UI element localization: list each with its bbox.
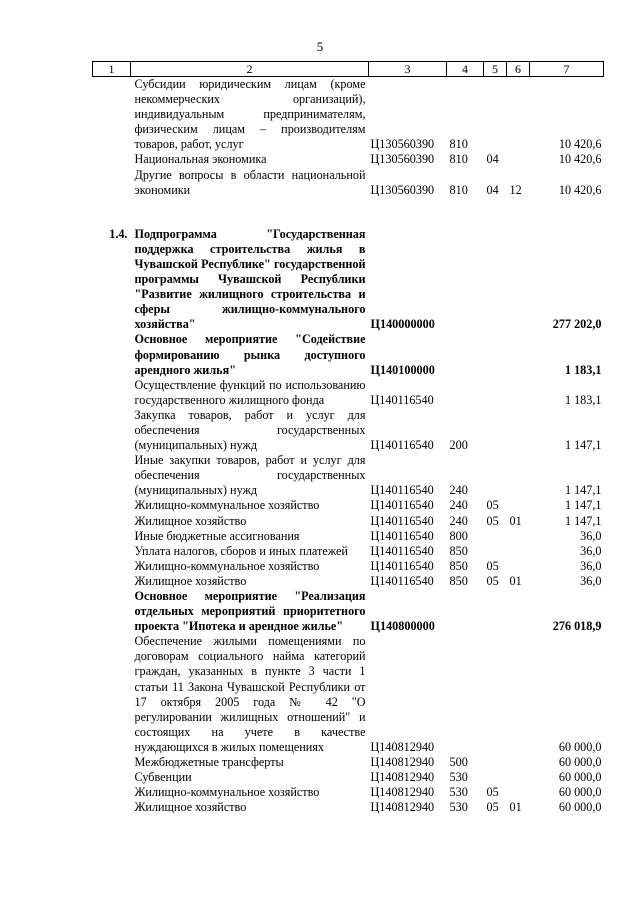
header-row: [93, 62, 604, 77]
section-code: [484, 227, 507, 333]
item-name: Межбюджетные трансферты: [134, 755, 284, 770]
target-code: Ц130560390: [370, 137, 435, 152]
table-row: [93, 529, 604, 544]
row-number: [93, 770, 131, 785]
table-row: [93, 498, 604, 513]
section-code: 05: [486, 785, 499, 800]
row-number: [93, 152, 131, 167]
item-name: Иные закупки товаров, работ и услуг для обеспечения государственных (муниципальных) нужд: [134, 453, 366, 498]
item-name: Закупка товаров, работ и услуг для обеспечения государственных (муниципальных) нужд: [134, 407, 366, 453]
subsection-code: [507, 755, 530, 770]
item-name: Жилищное хозяйство: [134, 800, 247, 815]
amount: 1 183,1: [564, 392, 602, 407]
expense-type-code: 240: [449, 513, 468, 528]
table-row: [93, 574, 604, 589]
target-code: Ц140116540: [370, 573, 434, 588]
amount: 60 000,0: [558, 785, 602, 800]
table-row: [93, 770, 604, 785]
expense-type-code: 530: [449, 770, 468, 785]
item-name: Субвенции: [134, 770, 192, 785]
target-code: Ц140116540: [370, 558, 434, 573]
row-number: [93, 77, 131, 153]
table-row: [93, 785, 604, 800]
expense-type-code: [447, 227, 484, 333]
section-code: [484, 378, 507, 408]
item-name: Жилищно-коммунальное хозяйство: [134, 785, 320, 800]
amount: 60 000,0: [558, 755, 602, 770]
row-number: [93, 168, 131, 198]
header-cell: 7: [530, 62, 604, 77]
expense-type-code: 850: [449, 558, 468, 573]
expense-type-code: [447, 332, 484, 377]
amount: 36,0: [580, 528, 602, 543]
expense-type-code: 810: [449, 137, 468, 152]
amount: 1 147,1: [564, 513, 602, 528]
subsection-code: [507, 408, 530, 453]
row-number: [93, 574, 131, 589]
section-code: [484, 589, 507, 634]
subsection-code: [507, 785, 530, 800]
section-code: 05: [486, 513, 499, 528]
row-number: [93, 408, 131, 453]
subsection-code: [507, 544, 530, 559]
amount: 277 202,0: [552, 317, 602, 332]
amount: 60 000,0: [558, 739, 602, 754]
section-code: [484, 755, 507, 770]
target-code: Ц140812940: [370, 800, 435, 815]
header-cell: 3: [369, 62, 447, 77]
item-name: Подпрограмма "Государственная поддержка строительства жилья в Чувашской Республике" государственной программы Чувашской Республики "Развитие жилищного строительства и сферы жилищно-коммунального хозяйства": [134, 226, 366, 332]
section-code: 05: [486, 573, 499, 588]
amount: 10 420,6: [558, 152, 602, 167]
item-name: Обеспечение жилыми помещениями по договорам социального найма категорий граждан, указанных в пункте 3 части 1 статьи 11 Закона Чувашской Республики от 17 октября 2005 года № 42 "О регулировании жилищных отношений" и состоящих на учете в качестве нуждающихся в жилых помещениях: [134, 634, 366, 754]
target-code: Ц140116540: [370, 528, 434, 543]
row-number: [93, 378, 131, 408]
expense-type-code: 850: [449, 573, 468, 588]
subsection-code: [507, 332, 530, 377]
target-code: Ц140812940: [370, 739, 435, 754]
table-row: [93, 559, 604, 574]
amount: 10 420,6: [558, 137, 602, 152]
item-name: Жилищно-коммунальное хозяйство: [134, 558, 320, 573]
row-number: [93, 529, 131, 544]
row-number: [93, 755, 131, 770]
expense-type-code: 530: [449, 800, 468, 815]
section-code: [484, 332, 507, 377]
expense-type-code: 850: [449, 543, 468, 558]
subsection-code: [507, 770, 530, 785]
table-row: [93, 168, 604, 198]
target-code: Ц130560390: [370, 182, 435, 197]
row-number: [93, 498, 131, 513]
expense-type-code: [447, 589, 484, 634]
item-name: Другие вопросы в области национальной экономики: [134, 167, 366, 197]
amount: 36,0: [580, 558, 602, 573]
expense-type-code: 240: [449, 498, 468, 513]
page-number: 5: [316, 39, 324, 54]
target-code: Ц140000000: [370, 317, 435, 332]
section-code: 05: [486, 498, 499, 513]
section-code: [484, 544, 507, 559]
row-number: [93, 559, 131, 574]
target-code: Ц140116540: [370, 498, 434, 513]
subsection-code: 12: [509, 182, 522, 197]
table-row: [93, 544, 604, 559]
table-row: [93, 453, 604, 498]
item-name: Иные бюджетные ассигнования: [134, 528, 300, 543]
row-number: [93, 800, 131, 815]
row-number: [93, 453, 131, 498]
amount: 1 147,1: [564, 498, 602, 513]
section-code: [484, 453, 507, 498]
row-number: [93, 785, 131, 800]
table-row: [93, 227, 604, 333]
amount: 276 018,9: [552, 619, 602, 634]
target-code: Ц140116540: [370, 543, 434, 558]
section-code: [484, 408, 507, 453]
expense-type-code: 240: [449, 483, 468, 498]
section-code: [484, 634, 507, 755]
item-name: Национальная экономика: [134, 152, 267, 167]
table-row: [93, 408, 604, 453]
item-name: Жилищно-коммунальное хозяйство: [134, 498, 320, 513]
subsection-code: [507, 378, 530, 408]
subsection-code: [507, 529, 530, 544]
row-number: [93, 544, 131, 559]
expense-type-code: 500: [449, 755, 468, 770]
section-code: [484, 529, 507, 544]
section-code: [484, 770, 507, 785]
target-code: Ц140116540: [370, 438, 434, 453]
item-name: Уплата налогов, сборов и иных платежей: [134, 543, 348, 558]
table-row: [93, 332, 604, 377]
table-row: [93, 800, 604, 815]
spacer-row: [93, 198, 604, 227]
target-code: Ц140800000: [370, 619, 435, 634]
subsection-code: 01: [509, 800, 522, 815]
expense-type-code: 810: [449, 152, 468, 167]
subsection-code: [507, 559, 530, 574]
header-cell: 2: [131, 62, 369, 77]
amount: 36,0: [580, 543, 602, 558]
section-code: 05: [486, 800, 499, 815]
table-row: [93, 589, 604, 634]
amount: 36,0: [580, 573, 602, 588]
expense-type-code: 200: [449, 438, 468, 453]
item-name: Основное мероприятие "Содействие формированию рынка доступного арендного жилья": [134, 332, 366, 377]
expense-type-code: 810: [449, 182, 468, 197]
expense-type-code: [447, 634, 484, 755]
amount: 60 000,0: [558, 770, 602, 785]
target-code: Ц140116540: [370, 513, 434, 528]
amount: 1 183,1: [564, 362, 602, 377]
table-row: [93, 634, 604, 755]
subsection-code: [507, 589, 530, 634]
row-number: [93, 332, 131, 377]
subsection-code: [507, 453, 530, 498]
row-number: [93, 634, 131, 755]
header-cell: 5: [484, 62, 507, 77]
subsection-code: [507, 634, 530, 755]
target-code: Ц140812940: [370, 755, 435, 770]
expense-type-code: [447, 378, 484, 408]
section-code: 04: [486, 152, 499, 167]
target-code: Ц130560390: [370, 152, 435, 167]
table-row: [93, 378, 604, 408]
expense-type-code: 530: [449, 785, 468, 800]
budget-table: [92, 61, 604, 815]
spacer-cell: [93, 198, 604, 227]
target-code: Ц140116540: [370, 483, 434, 498]
section-code: 04: [486, 182, 499, 197]
header-cell: 4: [447, 62, 484, 77]
subsection-code: [507, 227, 530, 333]
expense-type-code: 800: [449, 528, 468, 543]
target-code: Ц140812940: [370, 770, 435, 785]
subsection-code: 01: [509, 513, 522, 528]
row-number: [93, 514, 131, 529]
amount: 60 000,0: [558, 800, 602, 815]
subsection-code: [507, 77, 530, 153]
table-row: [93, 755, 604, 770]
item-name: Жилищное хозяйство: [134, 573, 247, 588]
table-row: [93, 514, 604, 529]
item-name: Жилищное хозяйство: [134, 513, 247, 528]
row-number: 1.4.: [109, 226, 128, 241]
target-code: Ц140116540: [370, 392, 434, 407]
item-name: Основное мероприятие "Реализация отдельных мероприятий приоритетного проекта "Ипотека и арендное жилье": [134, 589, 366, 634]
row-number: [93, 589, 131, 634]
item-name: Субсидии юридическим лицам (кроме некоммерческих организаций), индивидуальным предпринимателям, физическим лицам – производителям товаров, работ, услуг: [134, 77, 366, 152]
section-code: 05: [486, 558, 499, 573]
table-row: [93, 77, 604, 153]
amount: 10 420,6: [558, 182, 602, 197]
target-code: Ц140100000: [370, 362, 435, 377]
section-code: [484, 77, 507, 153]
target-code: Ц140812940: [370, 785, 435, 800]
item-name: Осуществление функций по использованию государственного жилищного фонда: [134, 377, 366, 407]
table-row: [93, 152, 604, 167]
subsection-code: 01: [509, 573, 522, 588]
amount: 1 147,1: [564, 483, 602, 498]
header-cell: 6: [507, 62, 530, 77]
subsection-code: [507, 152, 530, 167]
amount: 1 147,1: [564, 438, 602, 453]
subsection-code: [507, 498, 530, 513]
header-cell: 1: [93, 62, 131, 77]
